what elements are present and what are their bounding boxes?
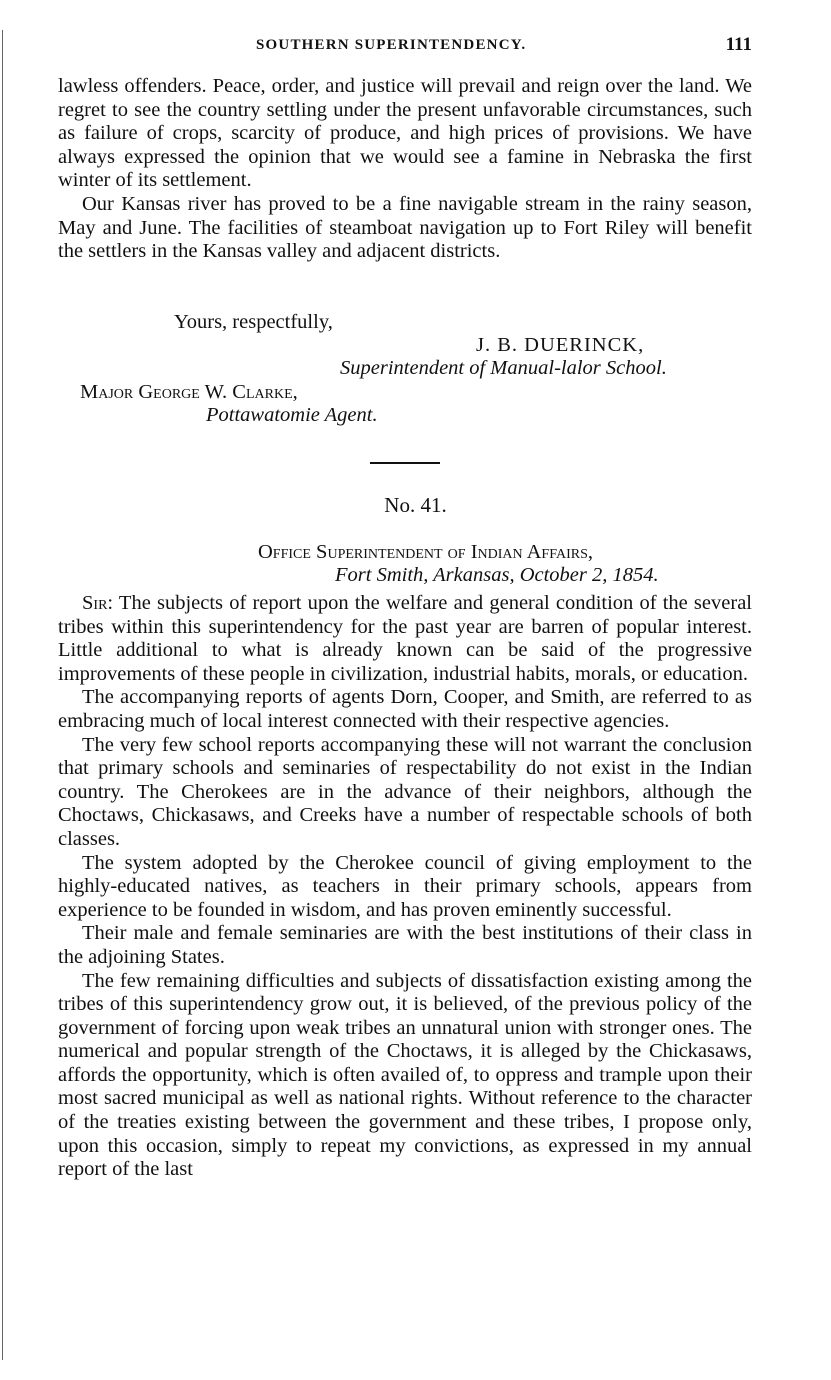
addressee-title: Pottawatomie Agent. xyxy=(206,404,378,426)
signature-title: Superintendent of Manual-lalor School. xyxy=(340,357,667,379)
signature-name: J. B. DUERINCK, xyxy=(476,334,645,356)
running-head: SOUTHERN SUPERINTENDENCY. xyxy=(256,37,527,53)
paragraph: The few remaining difficulties and subjects of dissatisfaction existing among the tribes of this superintendency grow out, it is believed, of the previous policy of the government of forcing upon weak tribes an unnatural union with stronger ones. The numerical and popular strength of the Choctaws, it is alleged by the Chickasaws, affords the opportunity, which is often availed of, to oppress and trample upon their most sacred municipal as well as national rights. Without reference to the character of the treaties existing between the government and these tribes, I propose only, upon this occasion, simply to repeat my convictions, as expressed in my annual report of the last xyxy=(58,969,752,1181)
addressee-name: Major George W. Clarke, xyxy=(80,381,298,403)
paragraph: The accompanying reports of agents Dorn, Cooper, and Smith, are referred to as embracing much of local interest connected with their respective agencies. xyxy=(58,686,752,732)
paragraph: lawless offenders. Peace, order, and justice will prevail and reign over the land. We regret to see the country settling under the present unfavorable circumstances, such as failure of crops, scarcity of produce, and high prices of provisions. We have always expressed the opinion that we would see a famine in Nebraska the first winter of its settlement. xyxy=(58,75,752,192)
scan-edge-line xyxy=(2,30,3,1360)
paragraph: Their male and female seminaries are with the best institutions of their class in the adjoining States. xyxy=(58,922,752,968)
page-number: 111 xyxy=(725,34,752,55)
document-number: No. 41. xyxy=(384,493,447,517)
paragraph: The system adopted by the Cherokee council of giving employment to the highly-educated natives, as teachers in their primary schools, appears from experience to be founded in wisdom, and has proven eminently successful. xyxy=(58,851,752,921)
letter-body-continued xyxy=(58,75,752,264)
salutation: Sir: xyxy=(82,592,114,614)
report-body xyxy=(58,592,752,1182)
paragraph: Our Kansas river has proved to be a fine navigable stream in the rainy season, May and June. The facilities of steamboat navigation up to Fort Riley will benefit the settlers in the Kansas valley and adjacent districts. xyxy=(58,192,752,263)
place-date: Fort Smith, Arkansas, October 2, 1854. xyxy=(335,564,659,586)
paragraph xyxy=(58,592,752,686)
closing: Yours, respectfully, xyxy=(174,311,333,333)
paragraph: The very few school reports accompanying these will not warrant the conclusion that primary schools and seminaries of respectability do not exist in the Indian country. The Cherokees are in the advance of their neighbors, although the Choctaws, Chickasaws, and Creeks have a number of respectable schools of both classes. xyxy=(58,733,752,850)
paragraph-text: The subjects of report upon the welfare and general condition of the several tribes within this superintendency for the past year are barren of popular interest. Little additional to what is already known can be said of the progressive improvements of these people in civilization, industrial habits, morals, or education. xyxy=(58,592,752,685)
office-heading: Office Superintendent of Indian Affairs, xyxy=(258,541,593,563)
section-divider xyxy=(370,462,440,464)
page-header xyxy=(58,34,752,58)
